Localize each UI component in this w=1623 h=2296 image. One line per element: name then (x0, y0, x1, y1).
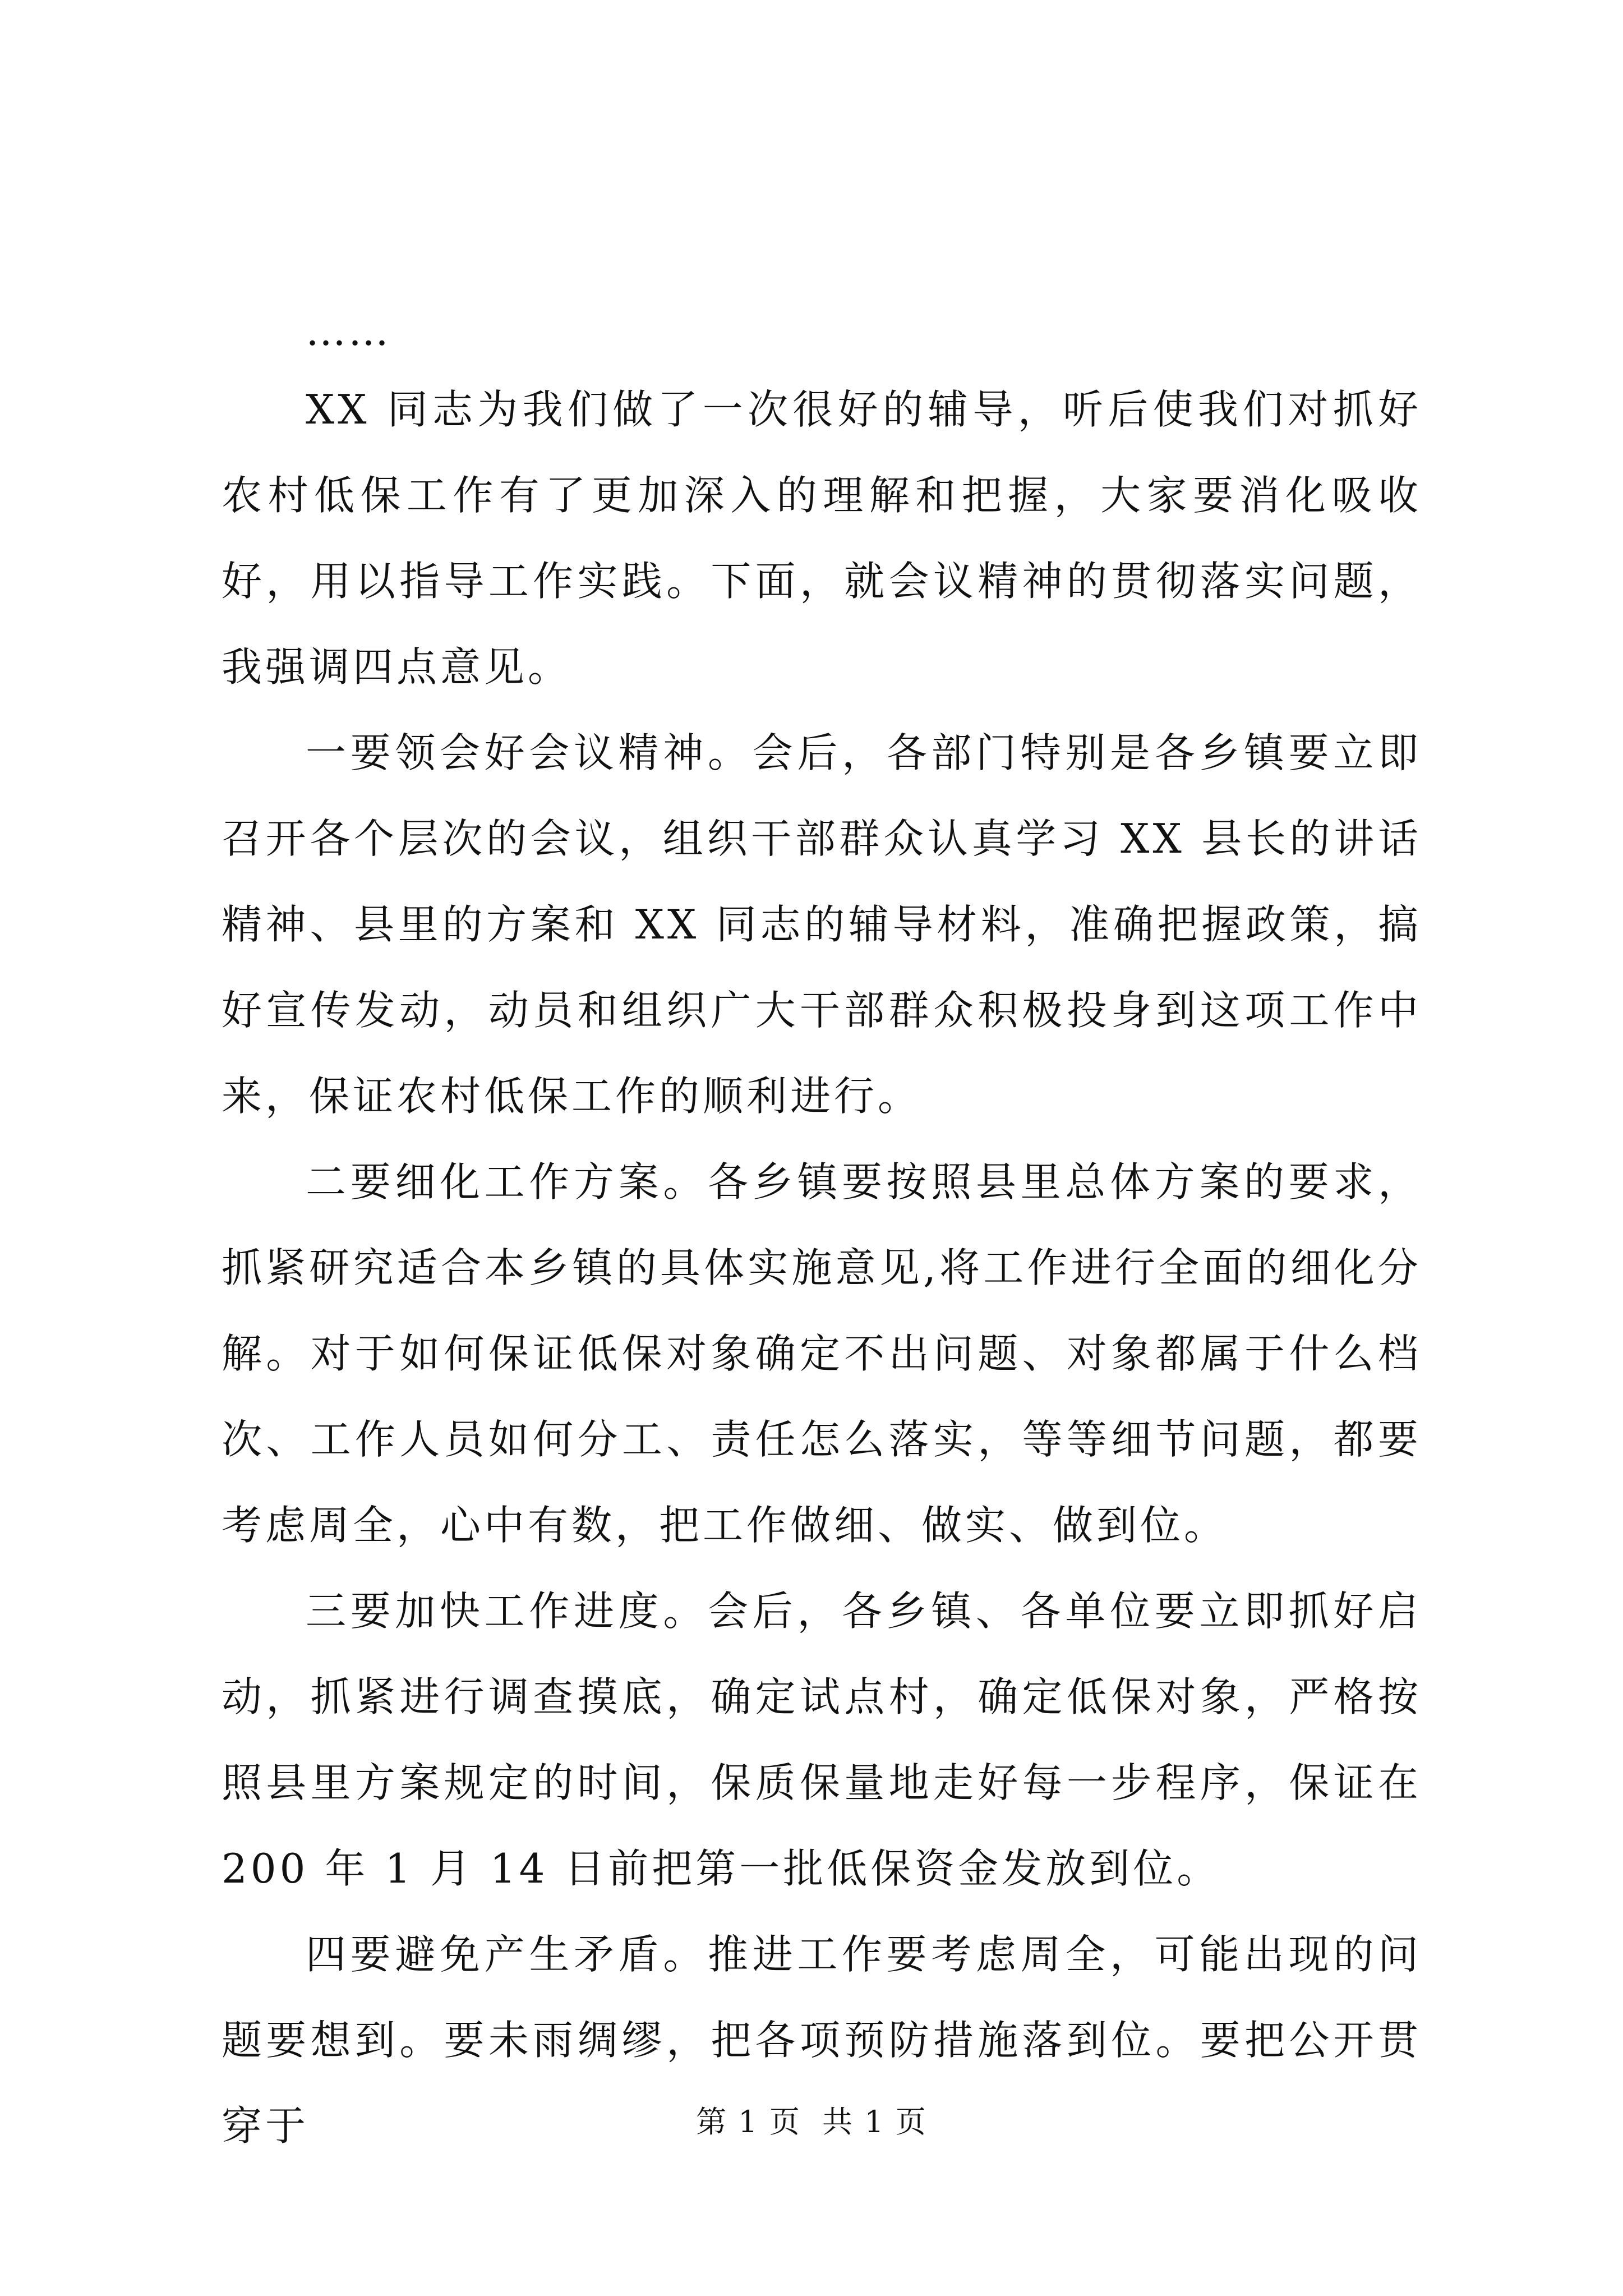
document-body (222, 303, 1422, 2169)
page-footer (0, 2102, 1623, 2142)
paragraph-intro: XX 同志为我们做了一次很好的辅导，听后使我们对抓好农村低保工作有了更加深入的理解和把握，大家要消化吸收好，用以指导工作实践。下面，就会议精神的贯彻落实问题，我强调四点意见。 (222, 386, 1422, 691)
paragraph-point-4: 四要避免产生矛盾。推进工作要考虑周全，可能出现的问题要想到。要未雨绸缪，把各项预防措施落到位。要把公开贯穿于 (222, 1931, 1422, 2150)
paragraph-point-2: 二要细化工作方案。各乡镇要按照县里总体方案的要求，抓紧研究适合本乡镇的具体实施意见,将工作进行全面的细化分解。对于如何保证低保对象确定不出问题、对象都属于什么档次、工作人员如何分工、责任怎么落实，等等细节问题，都要考虑周全，心中有数，把工作做细、做实、做到位。 (222, 1158, 1422, 1549)
paragraph-point-1: 一要领会好会议精神。会后，各部门特别是各乡镇要立即召开各个层次的会议，组织干部群众认真学习 XX 县长的讲话精神、县里的方案和 XX 同志的辅导材料，准确把握政策，搞好宣传发动，动员和组织广大干部群众积极投身到这项工作中来，保证农村低保工作的顺利进行。 (222, 729, 1422, 1120)
ellipsis-line: …… (306, 307, 391, 355)
page-number-label: 第 1 页 共 1 页 (696, 2104, 927, 2139)
paragraph-point-3: 三要加快工作进度。会后，各乡镇、各单位要立即抓好启动，抓紧进行调查摸底，确定试点村，确定低保对象，严格按照县里方案规定的时间，保质保量地走好每一步程序，保证在 200 年 1 月 14 日前把第一批低保资金发放到位。 (222, 1588, 1422, 1892)
